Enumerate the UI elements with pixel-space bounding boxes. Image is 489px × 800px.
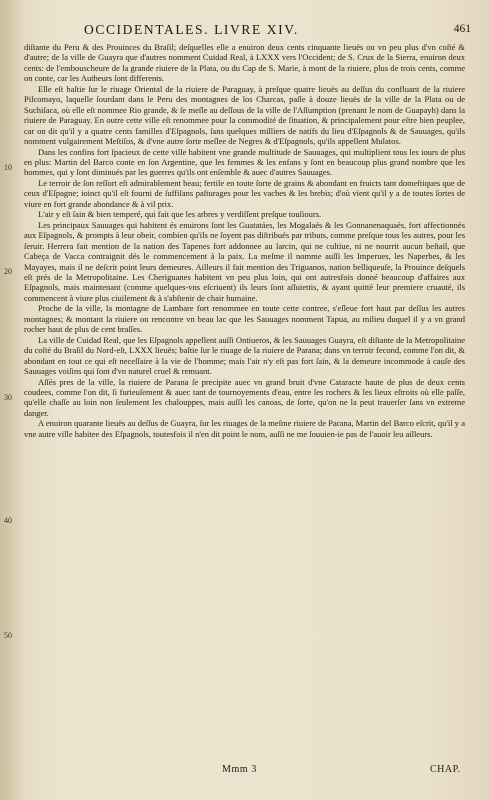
line-number-40: 40 — [4, 516, 12, 525]
paragraph: diſtante du Peru & des Prouinces du Braſil; deſquelles elle a enuiron deux cents cinquante lieuës ou vn peu plus d'vn coſté & d'autre; de la ville de Guayra que d'autres nomment Cuidad Real, à LXXX vers l'Occident; de S. Crux de la Sierra, enuiron deux cents: de l'embouscheure de la grande riuiere de la Plata, ou du Cap de S. Marie, à mont de la riuiere, plus de trois cents, comme on conte, car les Autheurs ſont differents. — [24, 42, 465, 84]
paragraph: A enuiron quarante lieuës au deſſus de Guayra, ſur les riuages de la meſme riuiere de Parana, Martin del Barco eſcrit, qu'il y a vne autre ville habitee des Eſpagnols, toutesfois il n'en dit point le nom, auſſi ne me ſouuien-ie pas de l'auoir leu ailleurs. — [24, 418, 465, 439]
line-number-10: 10 — [4, 163, 12, 172]
signature-mark: Mmm 3 — [222, 764, 257, 775]
line-number-50: 50 — [4, 631, 12, 640]
catchword: CHAP. — [430, 764, 461, 775]
paragraph: Les principaux Sauuages qui habitent és enuirons ſont les Guatatáes, les Mogalaés & les Gonnanenaquaés, fort affectionnés aux Eſpagnols, & prompts à leur obeir, combien qu'ils ne ſoyent pas diſtribués par tributs, comme preſque tous les autres, pour les ſeruir. Herrera fait mention de la nation des Tapenes fort addonnee au larcin, qui ne cultiue, ni ne nourrit aucun beſtail, que Cabeça de Vacca contraignit dés le commencement à la paix. La meſme il nomme auſſi les Imperues, les Naperbes, & les Mayayes, mais il ne deſcrit point leurs demeures. Ailleurs il fait mention des Triguanos, nation belliqueuſe, la Prouince deſquels eſt prés de la Metropolitaine. Les Cheriguanes habitent vn peu plus loin, qui ont autresfois donné beaucoup d'affaires aux Eſpagnols, mais maintenant (comme quelques-vns eſcriuent) ils leurs ſont aſſuiettis, & ayant quitté leur premiere cruauté, ils commencent à viure plus ciuilement & à s'abſtenir de chair humaine. — [24, 219, 465, 303]
page-number: 461 — [453, 23, 471, 35]
paragraph: Le terroir de ſon reſſort eſt admirablement beau; fertile en toute ſorte de grains & abondant en fruicts tant domeſtiques que de ceux d'Eſpagne; ioinct qu'il eſt fourni de ſuffiſans paſturages pour les vaches & les brebis; d'où vient qu'il y a de toutes ſortes de viure en fort grande abondance & à vil prix. — [24, 177, 465, 209]
line-number-20: 20 — [4, 267, 12, 276]
paragraph: L'air y eſt ſain & bien temperé, qui fait que les arbres y verdiſſent preſque touſiours. — [38, 209, 322, 220]
page-header — [84, 22, 475, 38]
body-text — [24, 42, 465, 439]
paragraph: Elle eſt baſtie ſur le riuage Oriental de la riuiere de Paraguay, à preſque quatre lieuës au deſſus du confluant de la riuiere Pilcomayo, laquelle ſourdant dans le Peru des montagnes de los Charcas, paſſe à douze lieuës de la ville de la Plata ou de Suchiſaca, où elle eſt nommee Rio grande, & ſe meſle au deſſous de la ville de l'Aſſumption (prenant le nom de Guapayh) dans la riuiere de Paraguay. En outre cette ville eſt renommee pour la commodité de ſituation, & principalement pour eſtre bien peuplee, car on dit qu'il y a quatre cents familles d'Eſpagnols, ſans quelques milliers de natifs du lieu d'Eſpagnols & de Sauuages, qu'ils nomment vulgairement Meſtiſos, & d'vne autre ſorte meſlee de Negres & d'Eſpagnols, qu'ils appellent Mulatos. — [24, 83, 465, 147]
line-number-30: 30 — [4, 393, 12, 402]
page-footer — [0, 764, 489, 778]
paragraph: Aſſés pres de la ville, la riuiere de Parana ſe precipite auec vn grand bruit d'vne Cataracte haute de plus de deux cents coudees, comme l'on dit, ſi furieuſement & auec tant de tournoyements d'eau, entre les rochers & les lieux eſtroits où elle paſſe, qu'elle chaſſe au loin non ſeulement les chalouppes, mais auſſi les canoas, de ſorte, qu'on ne la peut trauerſer ſans vn extreme danger. — [24, 376, 465, 418]
paragraph: Proche de la ville, la montagne de Lambare fort renommee en toute cette contree, s'eſleue fort haut par deſſus les autres montagnes; & montant la riuiere on rencontre vn beau lac que les Sauuages nomment Tapua, au milieu duquel il y a vn grand rocher haut de plus de cent braſſes. — [24, 303, 465, 335]
running-head: OCCIDENTALES. LIVRE XIV. — [84, 22, 299, 37]
paragraph: La ville de Cuidad Real, que les Eſpagnols appellent auſſi Ontiueros, & les Sauuages Guayra, eſt diſtante de la Metropolitaine du coſté du Braſil du Nord-eſt, LXXX lieuës; baſtie ſur le riuage de la riuiere de Parana; dans vn terroir fecond, comme l'on dit, & abondant en tout ce qui eſt neceſſaire à la vie de l'homme; mais l'air n'y eſt pas fort ſain, & la demeure incommode à cauſe des Sauuages voiſins qui ſont d'vn naturel cruel & remuant. — [24, 334, 465, 377]
paragraph: Dans les confins fort ſpacieux de cette ville habitent vne grande multitude de Sauuages, qui multiplient tous les iours de plus en plus: Martin del Barco conte en ſon Argentine, que les femmes & les enfans y ſont en beaucoup plus grand nombre que les hommes, qui y ſont diminués par les guerres qu'ils ont enſemble & auec d'autres Sauuages. — [24, 146, 465, 178]
